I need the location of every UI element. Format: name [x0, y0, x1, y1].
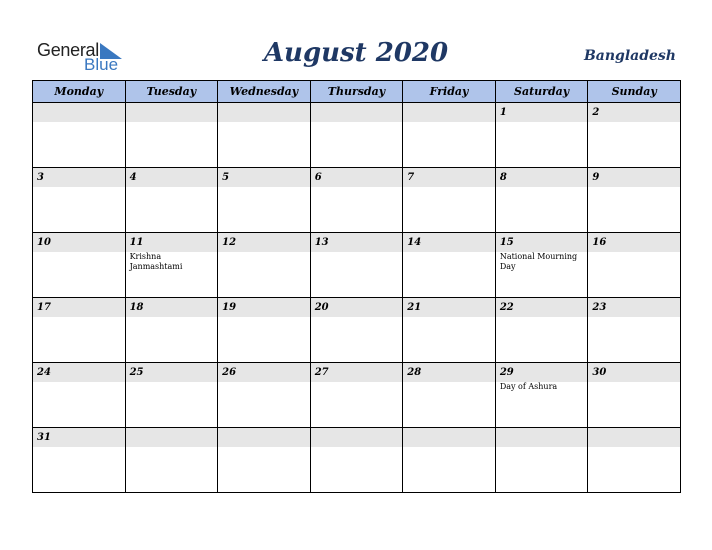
- day-cell: [310, 233, 403, 298]
- calendar-body: [33, 103, 681, 493]
- week-row: [33, 233, 681, 298]
- week-row: [33, 298, 681, 363]
- day-cell: [33, 363, 126, 428]
- logo-text-blue: Blue: [84, 55, 119, 74]
- day-cell: [125, 103, 218, 168]
- day-cell: [218, 103, 311, 168]
- day-number: 9: [588, 168, 680, 187]
- holiday-event: Krishna Janmashtami: [129, 252, 183, 271]
- week-row: [33, 168, 681, 233]
- day-cell: [125, 363, 218, 428]
- day-number: 28: [403, 363, 495, 382]
- day-cell: [403, 233, 496, 298]
- day-number: 17: [33, 298, 125, 317]
- day-number: [311, 428, 403, 447]
- day-number: 10: [33, 233, 125, 252]
- day-number: 21: [403, 298, 495, 317]
- day-number: 8: [496, 168, 588, 187]
- weekday-header: Saturday: [495, 81, 588, 103]
- day-cell: [218, 428, 311, 493]
- weekday-header: Sunday: [588, 81, 681, 103]
- weekday-header: Monday: [33, 81, 126, 103]
- week-row: [33, 428, 681, 493]
- day-number: [403, 103, 495, 122]
- day-number: 20: [311, 298, 403, 317]
- day-cell: [495, 168, 588, 233]
- day-cell: [33, 298, 126, 363]
- day-number: 1: [496, 103, 588, 122]
- day-number: 18: [126, 298, 218, 317]
- day-cell: [310, 103, 403, 168]
- weekday-header: Wednesday: [218, 81, 311, 103]
- day-number: 26: [218, 363, 310, 382]
- day-cell: [125, 298, 218, 363]
- day-cell: [218, 168, 311, 233]
- day-cell: [495, 363, 588, 428]
- day-number: 30: [588, 363, 680, 382]
- day-cell: [495, 428, 588, 493]
- day-cell: [588, 363, 681, 428]
- day-cell: [125, 233, 218, 298]
- day-cell: [33, 428, 126, 493]
- day-cell: [588, 233, 681, 298]
- day-number: [126, 428, 218, 447]
- day-number: 5: [218, 168, 310, 187]
- day-number: 2: [588, 103, 680, 122]
- day-cell: [588, 428, 681, 493]
- day-number: 25: [126, 363, 218, 382]
- day-number: 24: [33, 363, 125, 382]
- day-number: 11: [126, 233, 218, 252]
- day-number: [403, 428, 495, 447]
- day-number: [126, 103, 218, 122]
- week-row: [33, 103, 681, 168]
- day-number: [218, 428, 310, 447]
- calendar-grid: [32, 80, 681, 493]
- day-cell: [33, 168, 126, 233]
- day-cell: [218, 298, 311, 363]
- day-cell: [588, 103, 681, 168]
- day-number: 22: [496, 298, 588, 317]
- day-cell: [218, 233, 311, 298]
- day-number: 23: [588, 298, 680, 317]
- weekday-header-row: [33, 81, 681, 103]
- day-cell: [125, 428, 218, 493]
- day-cell: [403, 168, 496, 233]
- day-cell: [495, 103, 588, 168]
- day-cell: [403, 298, 496, 363]
- day-cell: [403, 363, 496, 428]
- day-number: 6: [311, 168, 403, 187]
- weekday-header: Thursday: [310, 81, 403, 103]
- country-label: Bangladesh: [583, 48, 676, 64]
- day-cell: [403, 428, 496, 493]
- day-number: 16: [588, 233, 680, 252]
- holiday-event: National Mourning Day: [499, 252, 578, 271]
- day-cell: [588, 298, 681, 363]
- day-number: [496, 428, 588, 447]
- day-cell: [310, 428, 403, 493]
- day-number: [311, 103, 403, 122]
- day-number: 15: [496, 233, 588, 252]
- day-number: [588, 428, 680, 447]
- day-number: 3: [33, 168, 125, 187]
- day-cell: [310, 363, 403, 428]
- holiday-event: Day of Ashura: [499, 382, 558, 391]
- day-cell: [125, 168, 218, 233]
- day-cell: [310, 298, 403, 363]
- day-number: 27: [311, 363, 403, 382]
- week-row: [33, 363, 681, 428]
- day-number: 12: [218, 233, 310, 252]
- day-number: 31: [33, 428, 125, 447]
- day-number: 19: [218, 298, 310, 317]
- weekday-header: Tuesday: [125, 81, 218, 103]
- day-number: 13: [311, 233, 403, 252]
- day-cell: [588, 168, 681, 233]
- day-cell: [403, 103, 496, 168]
- day-cell: [310, 168, 403, 233]
- day-cell: [33, 233, 126, 298]
- day-cell: [33, 103, 126, 168]
- day-cell: [218, 363, 311, 428]
- day-cell: [495, 233, 588, 298]
- day-number: 4: [126, 168, 218, 187]
- day-number: 14: [403, 233, 495, 252]
- weekday-header: Friday: [403, 81, 496, 103]
- logo-text-general: General: [37, 40, 99, 60]
- day-number: [33, 103, 125, 122]
- day-cell: [495, 298, 588, 363]
- calendar-title: August 2020: [263, 38, 449, 68]
- day-number: [218, 103, 310, 122]
- day-number: 29: [496, 363, 588, 382]
- day-number: 7: [403, 168, 495, 187]
